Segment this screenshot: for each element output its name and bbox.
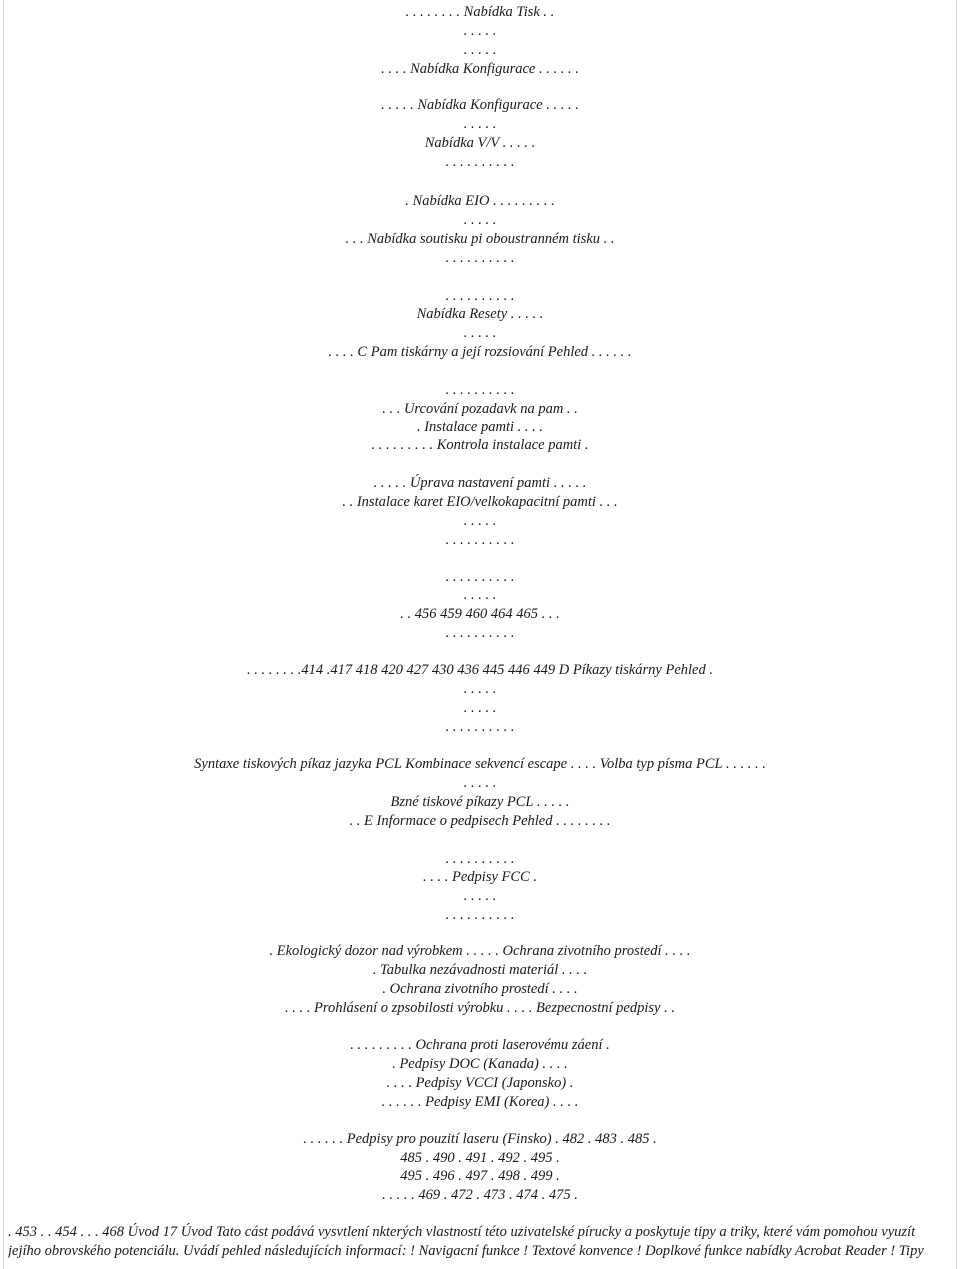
toc-line: . . . . . — [463, 888, 497, 904]
toc-line: . . . . Pedpisy VCCI (Japonsko) . — [386, 1075, 574, 1091]
toc-line: . . . . . — [463, 212, 497, 228]
toc-line: . . Instalace karet EIO/velkokapacitní pamti . . . — [342, 494, 618, 510]
toc-line: . . . . . . . . . . — [445, 382, 515, 398]
toc-line: . . . . . . . . Nabídka Tisk . . — [405, 4, 555, 20]
toc-line: . . . . . . . .414 .417 418 420 427 430 436 445 446 449 D Píkazy tiskárny Pehled . — [247, 662, 713, 678]
toc-line: . . . . . — [463, 116, 497, 132]
toc-line: . . . Urcování pozadavk na pam . . — [382, 401, 578, 417]
toc-line: . . . . . — [463, 700, 497, 716]
toc-line: . . . . . — [463, 681, 497, 697]
toc-line: . . . . . . . . . . — [445, 154, 515, 170]
toc-line: 485 . 490 . 491 . 492 . 495 . — [400, 1150, 560, 1166]
toc-line: . . . . . — [463, 42, 497, 58]
toc-line: . . . . . . . . . . — [445, 851, 515, 867]
toc-line: Nabídka Resety . . . . . — [416, 306, 544, 322]
toc-line: . . 456 459 460 464 465 . . . — [400, 606, 560, 622]
toc-line: . . . . . 469 . 472 . 473 . 474 . 475 . — [382, 1187, 578, 1203]
toc-line: . . . . . . Pedpisy EMI (Korea) . . . . — [381, 1094, 579, 1110]
toc-line: 495 . 496 . 497 . 498 . 499 . — [400, 1168, 560, 1184]
toc-line: . . . . . — [463, 587, 497, 603]
toc-line: . Nabídka EIO . . . . . . . . . — [405, 193, 555, 209]
toc-line: . . . . . Nabídka Konfigurace . . . . . — [381, 97, 579, 113]
toc-line: . . . . Pedpisy FCC . — [423, 869, 537, 885]
toc-line: . . . . Prohlásení o zpsobilosti výrobku . . . . Bezpecnostní pedpisy . . — [285, 1000, 675, 1016]
toc-line: . . . . . Úprava nastavení pamti . . . . . — [373, 475, 587, 491]
toc-line: . . . Nabídka soutisku pi oboustranném tisku . . — [345, 231, 615, 247]
toc-line: . . E Informace o pedpisech Pehled . . . . . . . . — [349, 813, 611, 829]
toc-line: . Pedpisy DOC (Kanada) . . . . — [392, 1056, 568, 1072]
intro-paragraph-line: . 453 . . 454 . . . 468 Úvod 17 Úvod Tato cást podává vysvtlení nkterých vlastností této uzivatelské pírucky a poskytuje tipy a triky, které vám pomohou vyuzít — [8, 1224, 916, 1240]
toc-line: . . . . C Pam tiskárny a její rozsiování Pehled . . . . . . — [328, 344, 632, 360]
toc-line: Nabídka V/V . . . . . — [424, 135, 536, 151]
toc-line: . . . . . — [463, 23, 497, 39]
toc-line: . . . . . . . . . Ochrana proti laserovému záení . — [350, 1037, 610, 1053]
toc-line: . . . . . — [463, 513, 497, 529]
toc-line: Syntaxe tiskových píkaz jazyka PCL Kombinace sekvencí escape . . . . Volba typ písma PCL . . . . . . — [194, 756, 766, 772]
toc-line: . . . . . . . . . Kontrola instalace pamti . — [371, 437, 589, 453]
toc-line: . . . . . — [463, 775, 497, 791]
toc-line: . . . . . . . . . . — [445, 250, 515, 266]
toc-line: . . . . . . . . . . — [445, 569, 515, 585]
toc-line: . . . . Nabídka Konfigurace . . . . . . — [381, 61, 579, 77]
toc-line: . . . . . . . . . . — [445, 532, 515, 548]
toc-line: . . . . . . . . . . — [445, 907, 515, 923]
toc-line: . Tabulka nezávadnosti materiál . . . . — [372, 962, 588, 978]
toc-line: . . . . . . . . . . — [445, 625, 515, 641]
toc-line: . Ekologický dozor nad výrobkem . . . . . Ochrana zivotního prostedí . . . . — [269, 943, 691, 959]
toc-line: . . . . . . . . . . — [445, 719, 515, 735]
toc-line: . . . . . . Pedpisy pro pouzití laseru (Finsko) . 482 . 483 . 485 . — [303, 1131, 657, 1147]
intro-paragraph-line: jejího obrovského potenciálu. Uvádí pehled následujících informací: ! Navigacní funkce ! Textové konvence ! Doplkové funkce nabídky Acrobat Reader ! Tipy — [8, 1243, 924, 1259]
toc-line: . . . . . . . . . . — [445, 288, 515, 304]
toc-line: Bzné tiskové píkazy PCL . . . . . — [390, 794, 570, 810]
toc-line: . Instalace pamti . . . . — [416, 419, 544, 435]
toc-line: . Ochrana zivotního prostedí . . . . — [382, 981, 578, 997]
toc-line: . . . . . — [463, 325, 497, 341]
